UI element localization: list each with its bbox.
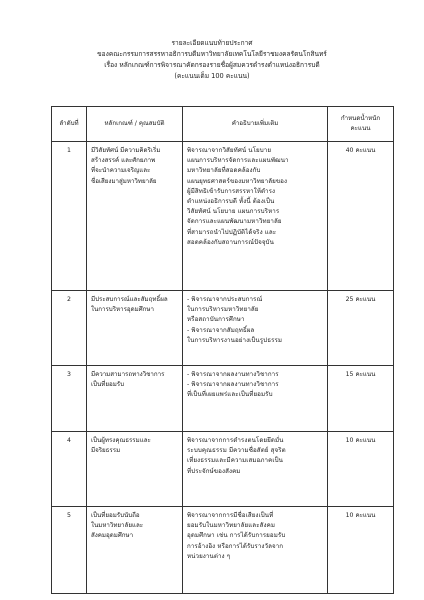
table-row bbox=[52, 291, 394, 366]
criterion-line: มีวิสัยทัศน์ มีความคิดริเริ่ม bbox=[91, 147, 161, 154]
description-line: พิจารณาจากการมีชื่อเสียงเป็นที่ bbox=[187, 512, 274, 519]
description-cell bbox=[183, 507, 328, 594]
criterion-line: เป็นที่ยอมรับ bbox=[91, 381, 125, 389]
criterion-line: เป็นที่ยอมรับนับถือ bbox=[91, 512, 140, 519]
criterion-line: ที่จะนำความเจริญและ bbox=[91, 167, 151, 175]
weight-cell: 25 คะแนน bbox=[328, 291, 394, 366]
criterion-line: มีประสบการณ์และสัมฤทธิ์ผล bbox=[91, 296, 168, 303]
description-line: ที่สามารถนำไปปฏิบัติได้จริง และ bbox=[187, 228, 277, 236]
row-number: 2 bbox=[52, 291, 87, 366]
table-row bbox=[52, 142, 394, 291]
description-line: พิจารณาจากการดำรงตนโดยยึดมั่น bbox=[187, 437, 284, 444]
description-line: - พิจารณาจากประสบการณ์ bbox=[187, 296, 263, 303]
document-header bbox=[0, 38, 424, 82]
description-line: หน่วยงานต่าง ๆ bbox=[187, 552, 231, 560]
criterion-line: สร้างสรรค์ และศักยภาพ bbox=[91, 157, 156, 165]
header-line-1: รายละเอียดแนบท้ายประกาศ bbox=[171, 39, 253, 47]
row-number: 4 bbox=[52, 432, 87, 507]
description-line: จัดการและแผนพัฒนามหาวิทยาลัย bbox=[187, 218, 282, 226]
header-criterion: หลักเกณฑ์ / คุณสมบัติ bbox=[87, 107, 183, 142]
description-line: ที่เป็นที่เผยแพร่และเป็นที่ยอมรับ bbox=[187, 391, 273, 399]
criterion-cell bbox=[87, 366, 183, 432]
criterion-cell bbox=[87, 507, 183, 594]
description-line: มหาวิทยาลัยที่สอดคล้องกับ bbox=[187, 167, 261, 175]
row-number: 5 bbox=[52, 507, 87, 594]
description-cell bbox=[183, 432, 328, 507]
header-no: ลำดับที่ bbox=[52, 107, 87, 142]
criterion-line: ชื่อเสียงมาสู่มหาวิทยาลัย bbox=[91, 177, 157, 185]
row-number: 3 bbox=[52, 366, 87, 432]
criterion-line: มีความสามารถทางวิชาการ bbox=[91, 371, 165, 378]
description-line: แผนการบริหารจัดการและแผนพัฒนา bbox=[187, 157, 289, 165]
criterion-line: มีจริยธรรม bbox=[91, 447, 121, 455]
description-line: ผู้มีสิทธิเข้ารับการสรรหาให้ดำรง bbox=[187, 187, 276, 195]
criterion-line: สังคมอุดมศึกษา bbox=[91, 532, 134, 540]
description-line: ในการบริหารงานอย่างเป็นรูปธรรม bbox=[187, 336, 283, 344]
header-line-4: (คะแนนเต็ม 100 คะแนน) bbox=[174, 72, 250, 80]
criterion-line: ในการบริหารอุดมศึกษา bbox=[91, 306, 154, 314]
description-line: - พิจารณาจากสัมฤทธิ์ผล bbox=[187, 326, 255, 334]
criterion-cell bbox=[87, 432, 183, 507]
description-line: สอดคล้องกับสถานการณ์ปัจจุบัน bbox=[187, 238, 274, 246]
table-row bbox=[52, 507, 394, 594]
description-cell bbox=[183, 366, 328, 432]
description-cell bbox=[183, 142, 328, 291]
description-line: พิจารณาจากวิสัยทัศน์ นโยบาย bbox=[187, 147, 272, 154]
description-line: วิสัยทัศน์ นโยบาย แผนการบริหาร bbox=[187, 208, 280, 216]
table-header-row bbox=[52, 107, 394, 142]
description-line: หรือสถาบันการศึกษา bbox=[187, 316, 245, 324]
description-cell bbox=[183, 291, 328, 366]
criterion-line: เป็นผู้ทรงคุณธรรมและ bbox=[91, 437, 151, 444]
criterion-line: ในมหาวิทยาลัยและ bbox=[91, 522, 144, 530]
weight-cell: 10 คะแนน bbox=[328, 432, 394, 507]
header-line-2: ของคณะกรรมการสรรหาอธิการบดีมหาวิทยาลัยเทคโนโลยีราชมงคลรัตนโกสินทร์ bbox=[97, 50, 327, 58]
description-line: ยอมรับในมหาวิทยาลัยและสังคม bbox=[187, 522, 276, 530]
description-line: การอ้างอิง หรือการได้รับรางวัลจาก bbox=[187, 542, 284, 550]
header-line-3: เรื่อง หลักเกณฑ์การพิจารณาคัดกรองรายชื่อผู้สมควรดำรงตำแหน่งอธิการบดี bbox=[104, 61, 320, 69]
criterion-cell bbox=[87, 291, 183, 366]
description-line: ในการบริหารมหาวิทยาลัย bbox=[187, 306, 259, 314]
weight-cell: 40 คะแนน bbox=[328, 142, 394, 291]
description-line: ที่ประจักษ์ของสังคม bbox=[187, 467, 241, 475]
description-line: เที่ยงธรรมและมีความเสมอภาคเป็น bbox=[187, 457, 283, 465]
weight-cell: 10 คะแนน bbox=[328, 507, 394, 594]
row-number: 1 bbox=[52, 142, 87, 291]
table-row bbox=[52, 366, 394, 432]
description-line: ระบบคุณธรรม มีความซื่อสัตย์ สุจริต bbox=[187, 447, 286, 455]
header-description: คำอธิบายเพิ่มเติม bbox=[183, 107, 328, 142]
description-line: - พิจารณาจากผลงานทางวิชาการ bbox=[187, 371, 279, 378]
description-line: อุดมศึกษา เช่น การได้รับการยอมรับ bbox=[187, 532, 286, 540]
criteria-table bbox=[51, 106, 394, 594]
table-row bbox=[52, 432, 394, 507]
description-line: แผนยุทธศาสตร์ของมหาวิทยาลัยของ bbox=[187, 177, 288, 185]
weight-cell: 15 คะแนน bbox=[328, 366, 394, 432]
description-line: - พิจารณาจากผลงานทางวิชาการ bbox=[187, 381, 279, 389]
criterion-cell bbox=[87, 142, 183, 291]
header-weight: กำหนดน้ำหนัก คะแนน bbox=[328, 107, 394, 142]
description-line: ตำแหน่งอธิการบดี ทั้งนี้ ต้องเป็น bbox=[187, 198, 275, 206]
